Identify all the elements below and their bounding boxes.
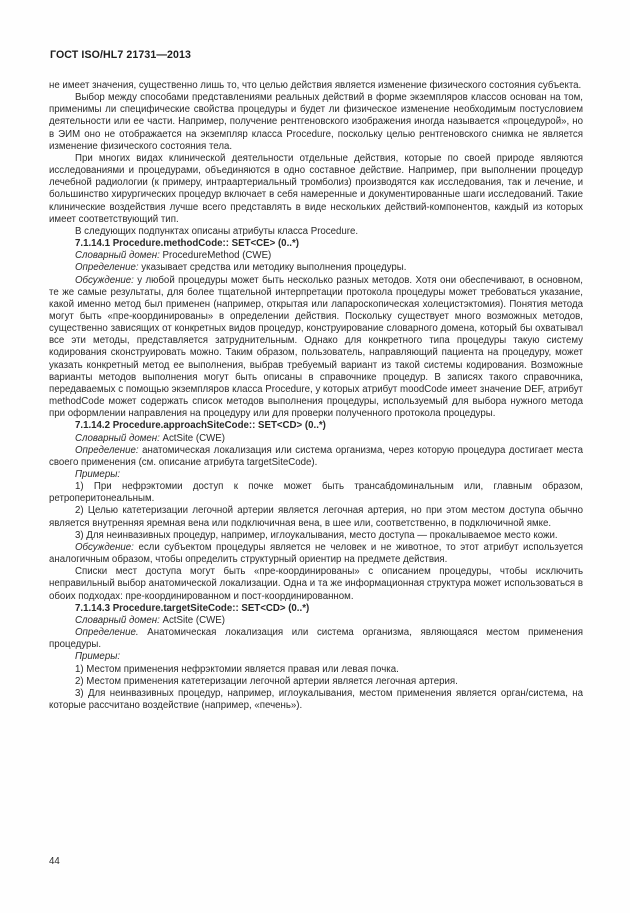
term-label: Примеры: bbox=[75, 469, 121, 480]
paragraph bbox=[49, 262, 583, 274]
term-label: Словарный домен: bbox=[75, 614, 160, 626]
paragraph bbox=[49, 651, 583, 663]
paragraph: В следующих подпунктах описаны атрибуты класса Procedure. bbox=[75, 225, 359, 237]
paragraph: 1) Местом применения нефрэктомии является правая или левая почка. bbox=[75, 663, 399, 675]
paragraph bbox=[49, 250, 583, 262]
term-label: Обсуждение: bbox=[75, 274, 134, 286]
term-text: Анатомическая локализация или система организма, являющаяся местом применения процедуры. bbox=[49, 627, 583, 651]
paragraph: 1) При нефрэктомии доступ к почке может быть трансабдоминальным или, главным образом, ретроперитонеальным. bbox=[49, 481, 583, 505]
term-label: Определение: bbox=[75, 262, 139, 274]
paragraph bbox=[49, 433, 583, 445]
paragraph: 2) Целью катетеризации легочной артерии является легочная артерия, но при этом местом доступа обычно является внутренняя яремная вена или подключичная вена, в шее или, соответственно, в подключичной ямке. bbox=[49, 505, 583, 529]
term-text: ActSite (CWE) bbox=[159, 432, 225, 444]
paragraph: 3) Для неинвазивных процедур, например, иглоукалывания, местом применения является орган/система, на которые рассчитано воздействие (например, «печень»). bbox=[49, 687, 583, 711]
section-heading: 7.1.14.2 Procedure.approachSiteCode:: SET<CD> (0..*) bbox=[75, 420, 326, 432]
paragraph bbox=[49, 445, 583, 469]
running-header: ГОСТ ISO/HL7 21731—2013 bbox=[50, 49, 191, 61]
term-text: анатомическая локализация или система организма, через которую процедура достигает места своего применения (см. описание атрибута targetSiteCode). bbox=[49, 444, 583, 468]
term-text: указывает средства или методику выполнения процедуры. bbox=[138, 262, 407, 274]
term-text: у любой процедуры может быть несколько разных методов. Хотя они обеспечивают, в основном, те же самые результаты, для более тщательной интерпретации протокола процедуры может требоваться указание, какой именно метод был применен (например, открытая или лапароскопическая холецистэктомия). Понятия метода могут быть «пре-координированы» в определении действия. Поскольку существует много возможных методов, существенно зависящих от конкретных видов процедур, конструирование словарного домена, который бы охватывал все эти методы, представляется затруднительным. Однако для конкретного типа процедуры такую систему кодирования сконструировать можно. Таким образом, пользователь, направляющий пациента на процедуру, может указать конкретный метод ее выполнения, выбрав требуемый вариант из такой системы кодирования. Возможные варианты методов выполнения могут быть описаны в справочнике процедур. В записях такого справочника, передаваемых с помощью экземпляров класса Procedure, у которых атрибут moodCode имеет значение DEF, атрибут methodCode может содержать список методов выполнения процедуры, используемый для выбора нужного метода при оформлении направления на процедуру или для проверки полученного протокола процедуры. bbox=[49, 274, 583, 420]
section-heading: 7.1.14.1 Procedure.methodCode:: SET<CE> (0..*) bbox=[75, 238, 299, 250]
term-text: ProcedureMethod (CWE) bbox=[159, 250, 272, 262]
paragraph: Выбор между способами представлениями реальных действий в форме экземпляров классов основан на том, применимы ли специфические свойства процедуры и будет ли физическое изменение необходимым постусловием деятельности или ее части. Например, получение рентгеновского изображения иногда называется «процедурой», но в ЭИМ оно не отображается на экземпляр класса Procedure, поскольку целью рентгеновского снимка не является изменение физического состояния тела. bbox=[49, 92, 583, 152]
term-label: Обсуждение: bbox=[75, 541, 134, 553]
paragraph: Списки мест доступа могут быть «пре-координированы» с описанием процедуры, чтобы исключить неправильный выбор анатомической локализации. Одна и та же информационная структура может использоваться в обоих подходах: пре-координированном и пост-координированном. bbox=[49, 566, 583, 602]
paragraph: не имеет значения, существенно лишь то, что целью действия является изменение физического состояния субъекта. bbox=[49, 80, 582, 91]
paragraph: 3) Для неинвазивных процедур, например, иглоукалывания, место доступа — прокалываемое место кожи. bbox=[75, 529, 558, 541]
term-text: если субъектом процедуры является не человек и не животное, то этот атрибут используется аналогичным образом, чтобы определить структурный ориентир на предмете действия. bbox=[49, 541, 583, 566]
document-body bbox=[49, 80, 583, 712]
paragraph bbox=[49, 469, 583, 481]
paragraph bbox=[49, 615, 583, 627]
paragraph bbox=[49, 542, 583, 566]
term-label: Словарный домен: bbox=[75, 250, 160, 262]
term-text: ActSite (CWE) bbox=[159, 614, 225, 626]
paragraph: 2) Местом применения катетеризации легочной артерии является легочная артерия. bbox=[75, 675, 458, 687]
paragraph bbox=[49, 275, 583, 421]
term-label: Определение. bbox=[75, 627, 139, 639]
paragraph bbox=[49, 627, 583, 651]
section-heading: 7.1.14.3 Procedure.targetSiteCode:: SET<CD> (0..*) bbox=[75, 602, 310, 614]
term-label: Примеры: bbox=[75, 651, 121, 663]
paragraph: При многих видах клинической деятельности отдельные действия, которые по своей природе являются исследованиями и процедурами, объединяются в одно составное действие. Например, при выполнении процедур лечебной радиологии (к примеру, интраартериальный тромболиз) производятся как исследования, так и лечение, и большинство хирургических процедур включает в себя намеренные и документированные шаги исследований. Такие клинические воздействия лучше всего представлять в виде нескольких действий-компонентов, каждый из которых имеет соответствующий тип. bbox=[49, 152, 583, 225]
page-number: 44 bbox=[49, 856, 60, 867]
term-label: Определение: bbox=[75, 444, 139, 456]
term-label: Словарный домен: bbox=[75, 432, 160, 444]
